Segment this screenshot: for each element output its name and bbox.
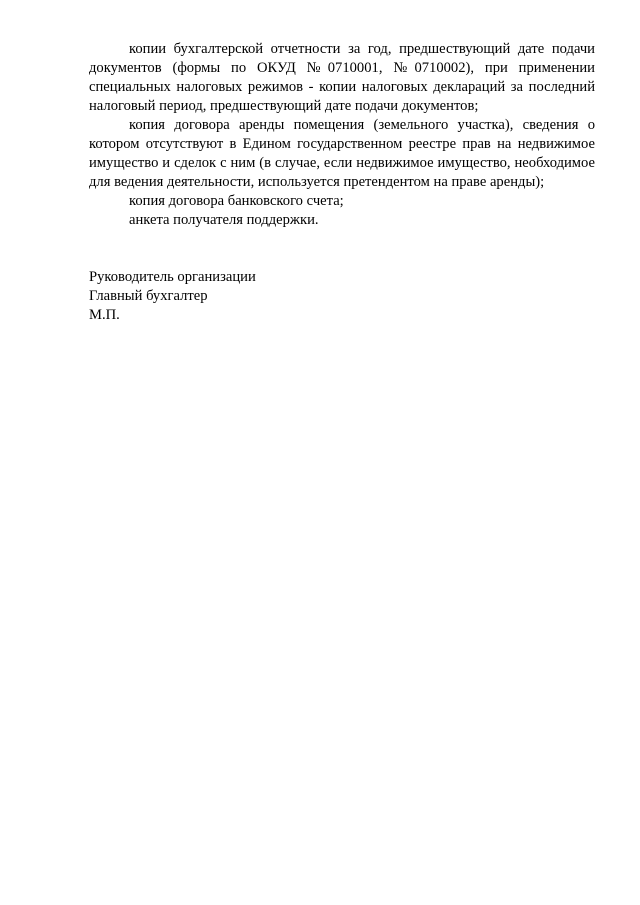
signature-block [89, 268, 595, 325]
spacer [89, 249, 595, 268]
spacer [89, 230, 595, 249]
paragraph-questionnaire: анкета получателя поддержки. [129, 212, 319, 228]
paragraph-lease-agreement: копия договора аренды помещения (земельного участка), сведения о котором отсутствуют в Едином государственном реестре прав на недвижимое имущество и сделок с ним (в случае, если недвижимое имущество, необходимое для ведения деятельности, используется претендентом на праве аренды); [89, 117, 595, 190]
paragraph-accounting-reports: копии бухгалтерской отчетности за год, предшествующий дате подачи документов (формы по ОКУД №0710001, №0710002), при применении специальных налоговых режимов - копии налоговых деклараций за последний налоговый период, предшествующий дате подачи документов; [89, 41, 595, 114]
signature-seal: М.П. [89, 307, 120, 323]
signature-accountant: Главный бухгалтер [89, 288, 208, 304]
signature-head: Руководитель организации [89, 269, 256, 285]
paragraph-bank-account: копия договора банковского счета; [129, 193, 344, 209]
document-body [89, 40, 595, 325]
